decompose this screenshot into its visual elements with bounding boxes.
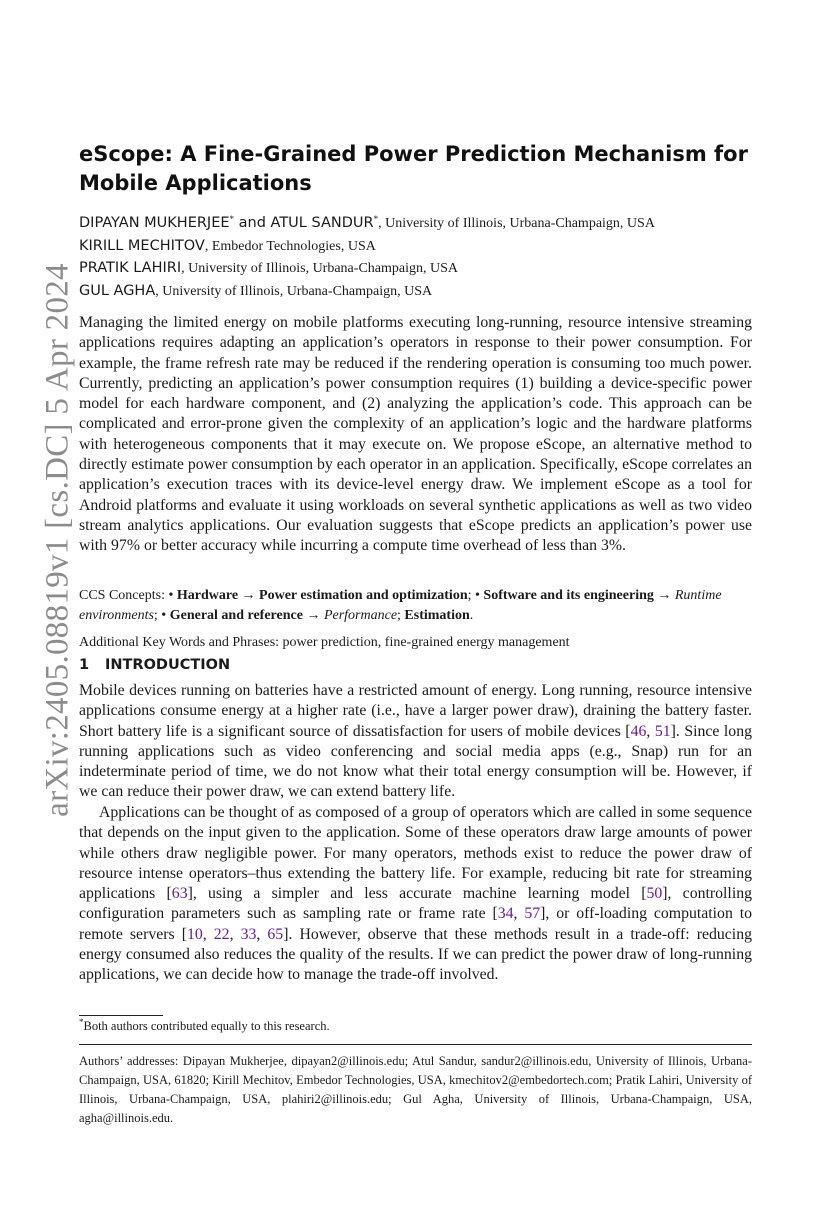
ccs-text: ; • — [467, 588, 484, 603]
ccs-text: ; — [397, 608, 405, 623]
address-divider — [79, 1044, 752, 1045]
body-text: , — [202, 925, 214, 943]
citation-link[interactable]: 65 — [267, 925, 284, 943]
footnote — [79, 1018, 330, 1034]
author-name: PRATIK LAHIRI — [79, 260, 182, 276]
paper-title: eScope: A Fine-Grained Power Prediction Mechanism for Mobile Applications — [79, 142, 748, 195]
ccs-text: ; • — [153, 608, 170, 623]
ccs-text: CCS Concepts: • — [79, 588, 177, 603]
citation-link[interactable]: 46 — [630, 722, 647, 740]
author-affiliation: , University of Illinois, Urbana-Champaign, USA — [181, 261, 458, 276]
body-text: , — [646, 722, 655, 740]
section-heading — [79, 655, 230, 675]
footnote-mark: * — [229, 214, 235, 224]
body-text: ], or off-loading computation to remote servers [ — [79, 905, 752, 943]
author-affiliation: , Embedor Technologies, USA — [204, 238, 376, 254]
keywords: Additional Key Words and Phrases: power prediction, fine-grained energy management — [79, 635, 570, 650]
footnote-divider — [79, 1015, 163, 1016]
ccs-subconcept: Performance — [323, 608, 398, 623]
author-name: DIPAYAN MUKHERJEE — [79, 215, 230, 231]
citation-link[interactable]: 34 — [497, 905, 514, 923]
ccs-concept: Hardware → Power estimation and optimization — [176, 588, 468, 603]
author-line — [79, 280, 769, 303]
ccs-concept: General and reference — [169, 608, 303, 623]
citation-link[interactable]: 57 — [524, 905, 541, 923]
body-text: ], using a simpler and less accurate machine learning model [ — [187, 885, 647, 903]
ccs-concept: Software and its engineering — [483, 588, 654, 603]
citation-link[interactable]: 63 — [171, 885, 188, 903]
author-affiliation: , University of Illinois, Urbana-Champaign, USA — [378, 216, 655, 231]
author-line — [79, 235, 769, 258]
body-text: , — [513, 905, 525, 923]
ccs-concept: Estimation — [404, 608, 470, 623]
section-title: INTRODUCTION — [105, 657, 231, 673]
arxiv-stamp-text: arXiv:2405.08819v1 [cs.DC] 5 Apr 2024 — [39, 263, 76, 817]
body-text: Mobile devices running on batteries have a restricted amount of energy. Long running, resource intensive applications consume energy at a higher rate (i.e., have a larger power draw), draining the battery faster. Short battery life is a significant source of dissatisfaction for users of mobile devices [ — [79, 682, 752, 740]
citation-link[interactable]: 10 — [186, 925, 203, 943]
author-name: KIRILL MECHITOV — [79, 237, 205, 254]
footnote-mark: * — [79, 1017, 84, 1027]
intro-paragraph-1 — [79, 681, 752, 803]
section-number: 1 — [79, 657, 90, 673]
author-name: GUL AGHA — [79, 282, 156, 299]
citation-link[interactable]: 33 — [240, 925, 257, 943]
footnote-mark: * — [373, 214, 379, 224]
author-list — [79, 212, 769, 302]
footnote-text: Both authors contributed equally to this research. — [83, 1019, 330, 1033]
ccs-concepts — [79, 586, 752, 626]
author-line — [79, 257, 769, 280]
ccs-text: → — [653, 588, 675, 603]
body-text: ]. However, observe that these methods result in a trade-off: reducing energy consumed also reduces the quality of the results. If we can predict the power draw of long-running applications, we can decide how to manage the trade-off involved. — [79, 925, 752, 984]
body-text: ]. Since long running applications such as video conferencing and social media apps (e.g., Snap) run for an indeterminate period of time, we do not know what their total energy consumption will be. However, if we can reduce their power draw, we can extend battery life. — [79, 722, 752, 801]
abstract: Managing the limited energy on mobile platforms executing long-running, resource intensive streaming applications requires adapting an application’s operators in response to their power consumption. For example, the frame refresh rate may be reduced if the rendering operation is consuming too much power. Currently, predicting an application’s power consumption requires (1) building a device-specific power model for each hardware component, and (2) analyzing the application’s code. This approach can be complicated and error-prone given the complexity of an application’s logic and the hardware platforms with heterogeneous components that it may execute on. We propose eScope, an alternative method to directly estimate power consumption by each operator in an application. Specifically, eScope correlates an application’s execution traces with its device-level energy draw. We implement eScope as a tool for Android platforms and evaluate it using workloads on several synthetic applications as well as two video stream analytics applications. Our evaluation suggests that eScope predicts an application’s power use with 97% or better accuracy while incurring a compute time overhead of less than 3%. — [79, 314, 752, 555]
citation-link[interactable]: 51 — [654, 722, 671, 740]
citation-link[interactable]: 22 — [213, 925, 230, 943]
body-text: Applications can be thought of as composed of a group of operators which are called in some sequence that depends on the input given to the application. Some of these operators draw large amounts of power while others draw negligible power. For many operators, methods exist to reduce the power draw of resource intense operators–thus extending the battery life. For example, reducing bit rate for streaming applications [ — [79, 804, 752, 903]
ccs-text: . — [469, 608, 474, 623]
author-line — [79, 212, 769, 235]
body-text: , — [229, 925, 241, 943]
body-text: , — [256, 925, 268, 943]
intro-paragraph-2 — [79, 803, 752, 986]
body-text: ], controlling configuration parameters such as sampling rate or frame rate [ — [79, 885, 753, 923]
author-affiliation: , University of Illinois, Urbana-Champaign, USA — [155, 283, 433, 299]
citation-link[interactable]: 50 — [646, 885, 663, 903]
ccs-text: → — [302, 608, 324, 623]
ccs-subconcept: Runtime environments — [79, 588, 722, 623]
author-addresses: Authors’ addresses: Dipayan Mukherjee, dipayan2@illinois.edu; Atul Sandur, sandur2@illinois.edu, University of Illinois, Urbana-Champaign, USA, 61820; Kirill Mechitov, Embedor Technologies, USA, kmechitov2@embedortech.com; Pratik Lahiri, University of Illinois, Urbana-Champaign, USA, plahiri2@illinois.edu; Gul Agha, University of Illinois, Urbana-Champaign, USA, agha@illinois.edu. — [79, 1054, 752, 1125]
author-name: and ATUL SANDUR — [234, 215, 374, 231]
